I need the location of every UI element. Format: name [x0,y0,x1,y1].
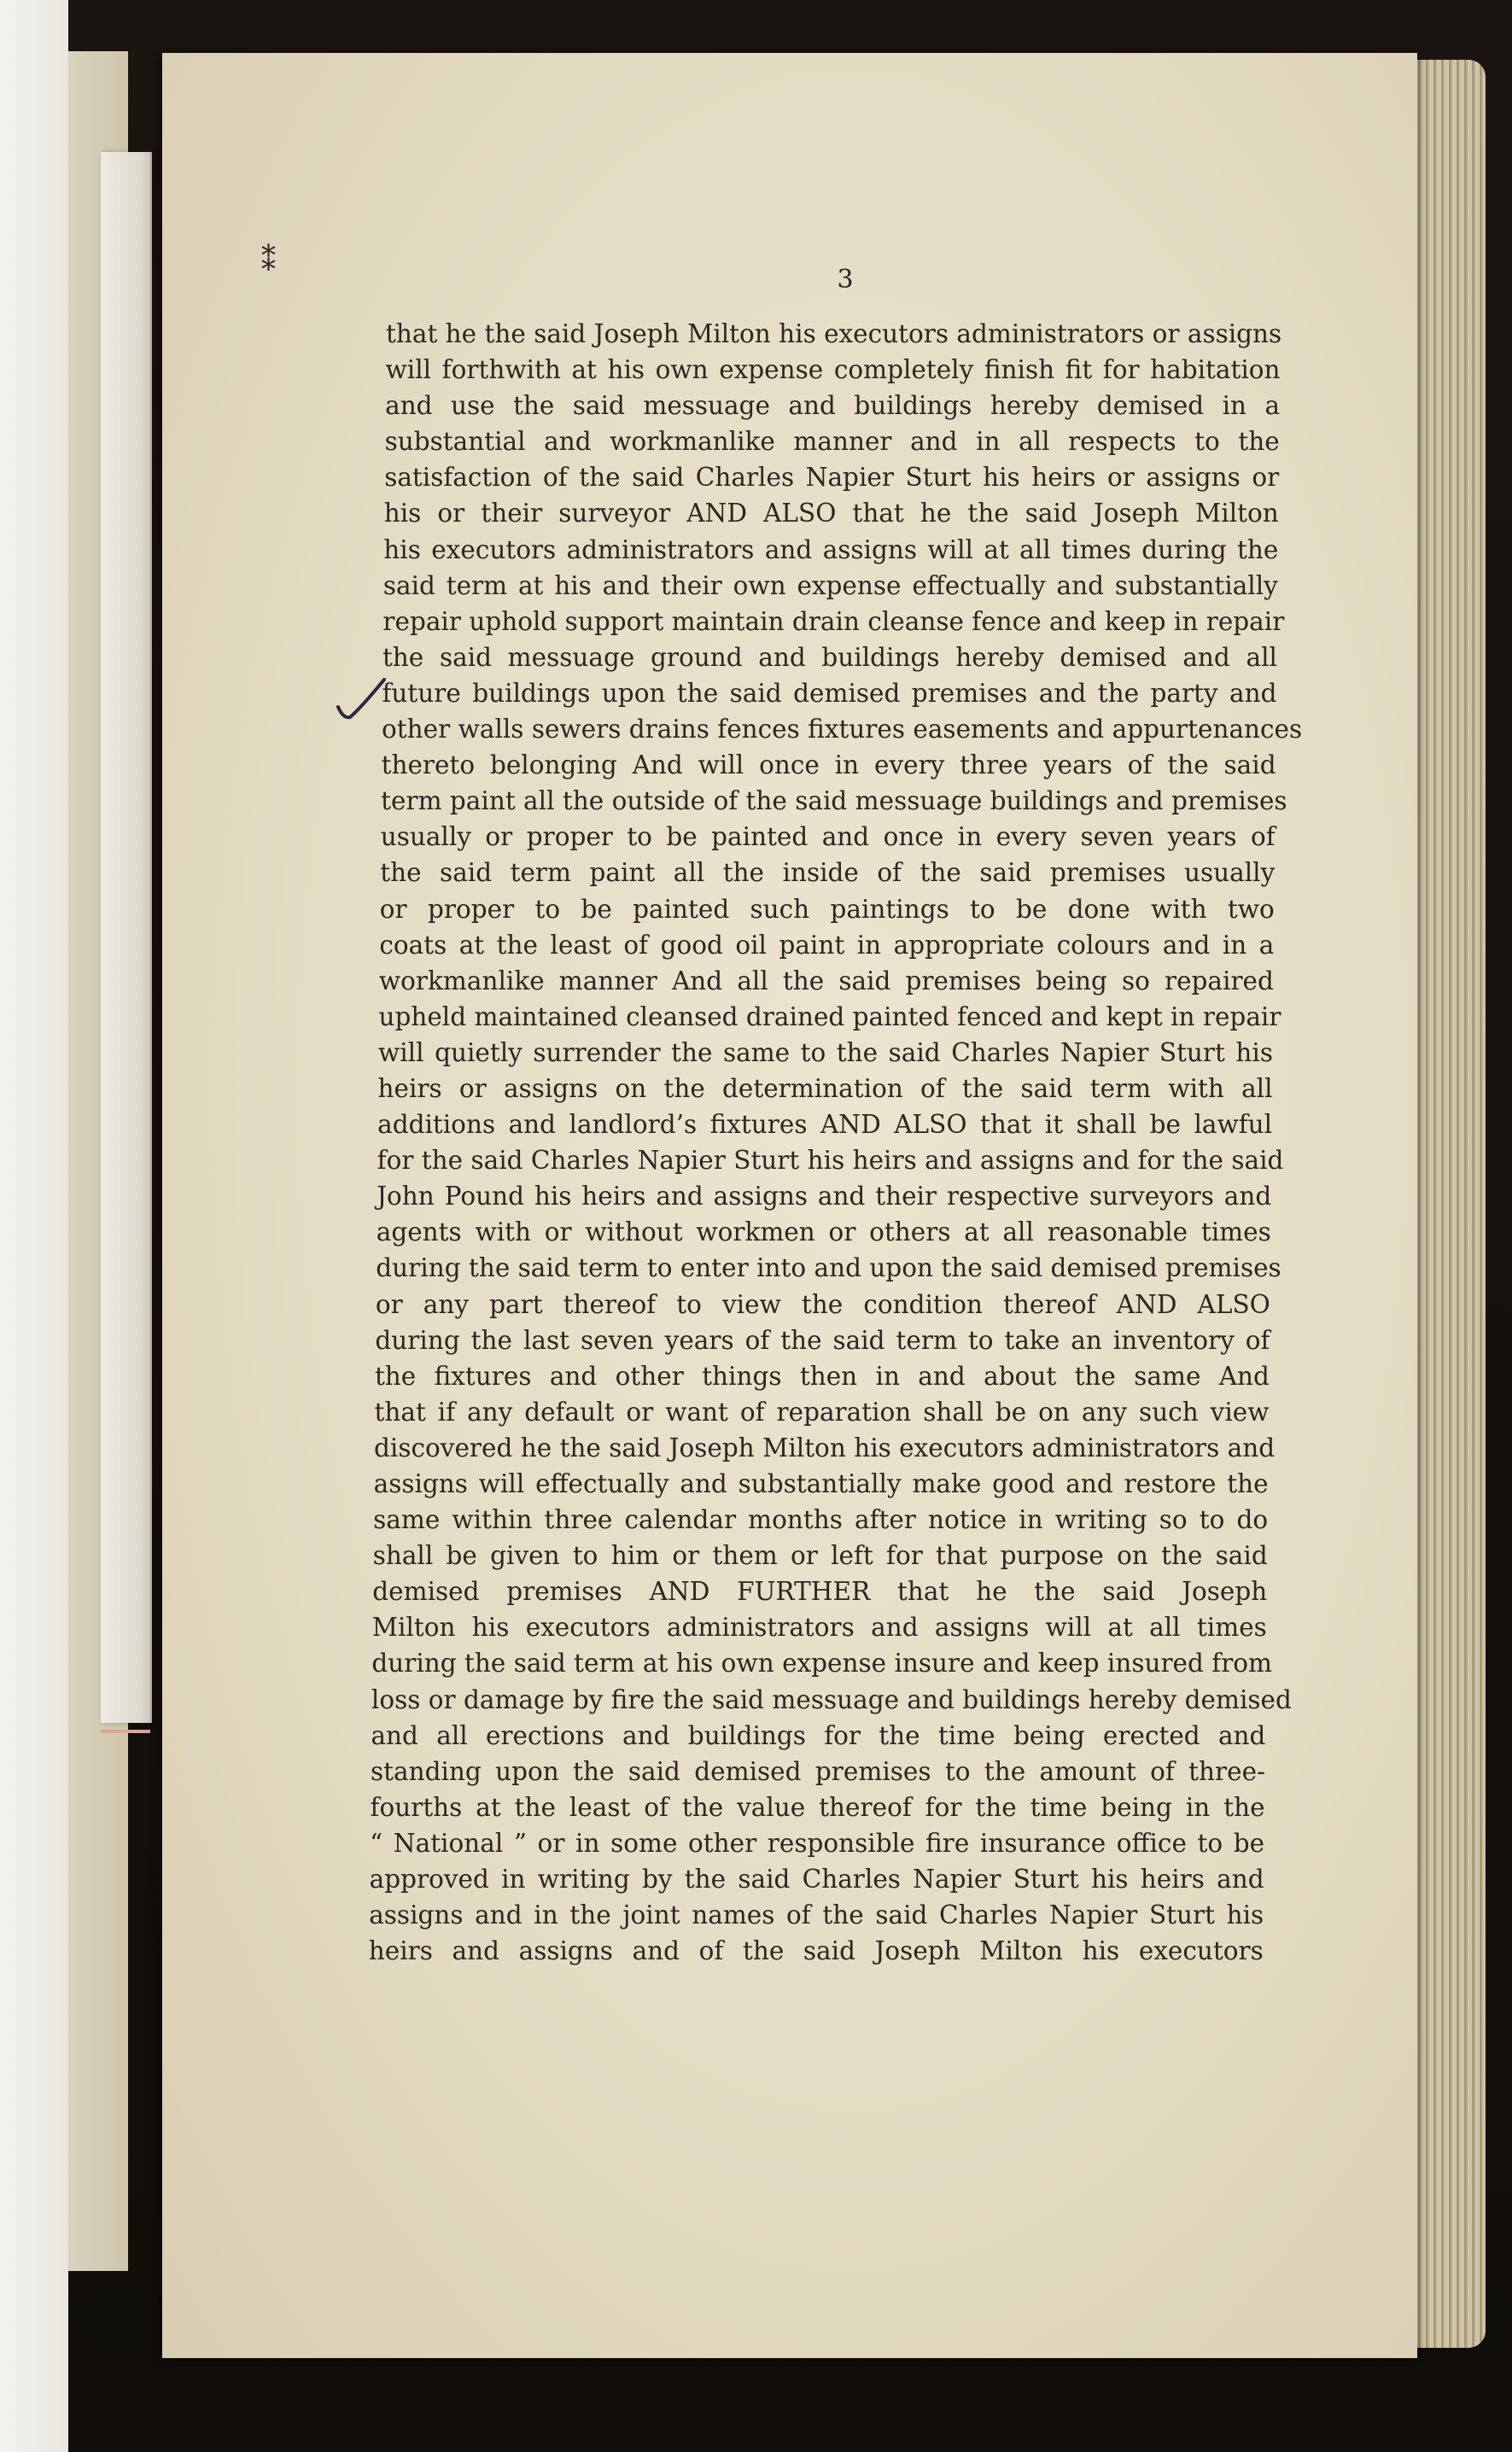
text-line: same within three calendar months after notice in writing so to do [373,1505,1269,1535]
text-line: “ National ” or in some other responsible fire insurance office to be [370,1828,1265,1858]
text-line: other walls sewers drains fences fixtures easements and appurtenances [382,715,1303,744]
text-line: thereto belonging And will once in every three years of the said [381,750,1276,780]
text-line: substantial and workmanlike manner and in all respects to the [384,427,1280,457]
text-line: repair uphold support maintain drain cleanse fence and keep in repair [382,606,1285,636]
text-line: shall be given to him or them or left for that purpose on the said [372,1541,1268,1571]
text-line: heirs or assigns on the determination of the said term with all [377,1073,1273,1103]
text-line: upheld maintained cleansed drained painted fenced and kept in repair [378,1001,1281,1031]
text-line: discovered he the said Joseph Milton his executors administrators and [374,1433,1276,1462]
text-line: usually or proper to be painted and once in every seven years of [380,822,1276,852]
body-text [368,316,1303,1969]
text-line: additions and landlord’s fixtures AND ALSO that it shall be lawful [377,1110,1273,1140]
text-line: and all erections and buildings for the time being erected and [371,1720,1266,1750]
text-line: his executors administrators and assigns will at all times during the [383,534,1279,564]
text-line: or proper to be painted such paintings to be done with two [379,894,1275,924]
folded-card-insert [101,152,152,1723]
margin-mark: ⁑ [261,244,276,278]
text-line: term paint all the outside of the said messuage buildings and premises [381,786,1287,816]
text-line: during the last seven years of the said term to take an inventory of [375,1325,1270,1355]
text-line: fourths at the least of the value thereof for the time being in the [370,1792,1265,1822]
text-line: or any part thereof to view the condition thereof AND ALSO [375,1289,1270,1319]
text-line: agents with or without workmen or others at all reasonable times [376,1217,1271,1247]
text-line: that he the said Joseph Milton his executors administrators or assigns [386,319,1282,348]
text-line: assigns and in the joint names of the said Charles Napier Sturt his [369,1900,1264,1930]
text-line: approved in writing by the said Charles Napier Sturt his heirs and [369,1865,1264,1894]
text-line: demised premises AND FURTHER that he the said Joseph [372,1577,1268,1607]
text-line: standing upon the said demised premises to the amount of three- [371,1756,1265,1786]
text-line: during the said term at his own expense insure and keep insured from [371,1649,1273,1678]
text-line: during the said term to enter into and upon the said demised premises [376,1253,1281,1283]
text-line: for the said Charles Napier Sturt his heirs and assigns and for the said [377,1146,1284,1176]
text-line: the said messuage ground and buildings hereby demised and all [382,642,1277,672]
text-line: coats at the least of good oil paint in appropriate colours and in a [379,930,1275,960]
text-line: will quietly surrender the same to the said Charles Napier Sturt his [378,1037,1273,1067]
text-line: assigns will effectually and substantially make good and restore the [373,1469,1269,1498]
text-line: the fixtures and other things then in and about the same And [374,1361,1270,1391]
white-backing-sheet [0,0,68,2452]
text-line: satisfaction of the said Charles Napier Sturt his heirs or assigns or [384,463,1280,493]
text-line: that if any default or want of reparation shall be on any such view [374,1397,1270,1427]
text-line: heirs and assigns and of the said Joseph Milton his executors [368,1936,1264,1966]
text-line: said term at his and their own expense effectually and substantially [382,570,1278,600]
text-line: his or their surveyor AND ALSO that he the said Joseph Milton [383,499,1279,528]
text-line: and use the said messuage and buildings hereby demised in a [385,391,1281,421]
card-pink-rule [101,1730,150,1733]
text-line: will forthwith at his own expense completely finish fit for habitation [385,355,1281,385]
text-line: loss or damage by fire the said messuage and buildings hereby demised [371,1684,1292,1714]
text-line: John Pound his heirs and assigns and their respective surveyors and [377,1182,1272,1211]
text-line: workmanlike manner And all the said premises being so repaired [378,966,1274,995]
text-line: the said term paint all the inside of the said premises usually [380,858,1276,888]
text-line: future buildings upon the said demised premises and the party and [382,678,1277,708]
page-number: 3 [837,265,854,295]
text-line: Milton his executors administrators and assigns will at all times [371,1613,1267,1643]
